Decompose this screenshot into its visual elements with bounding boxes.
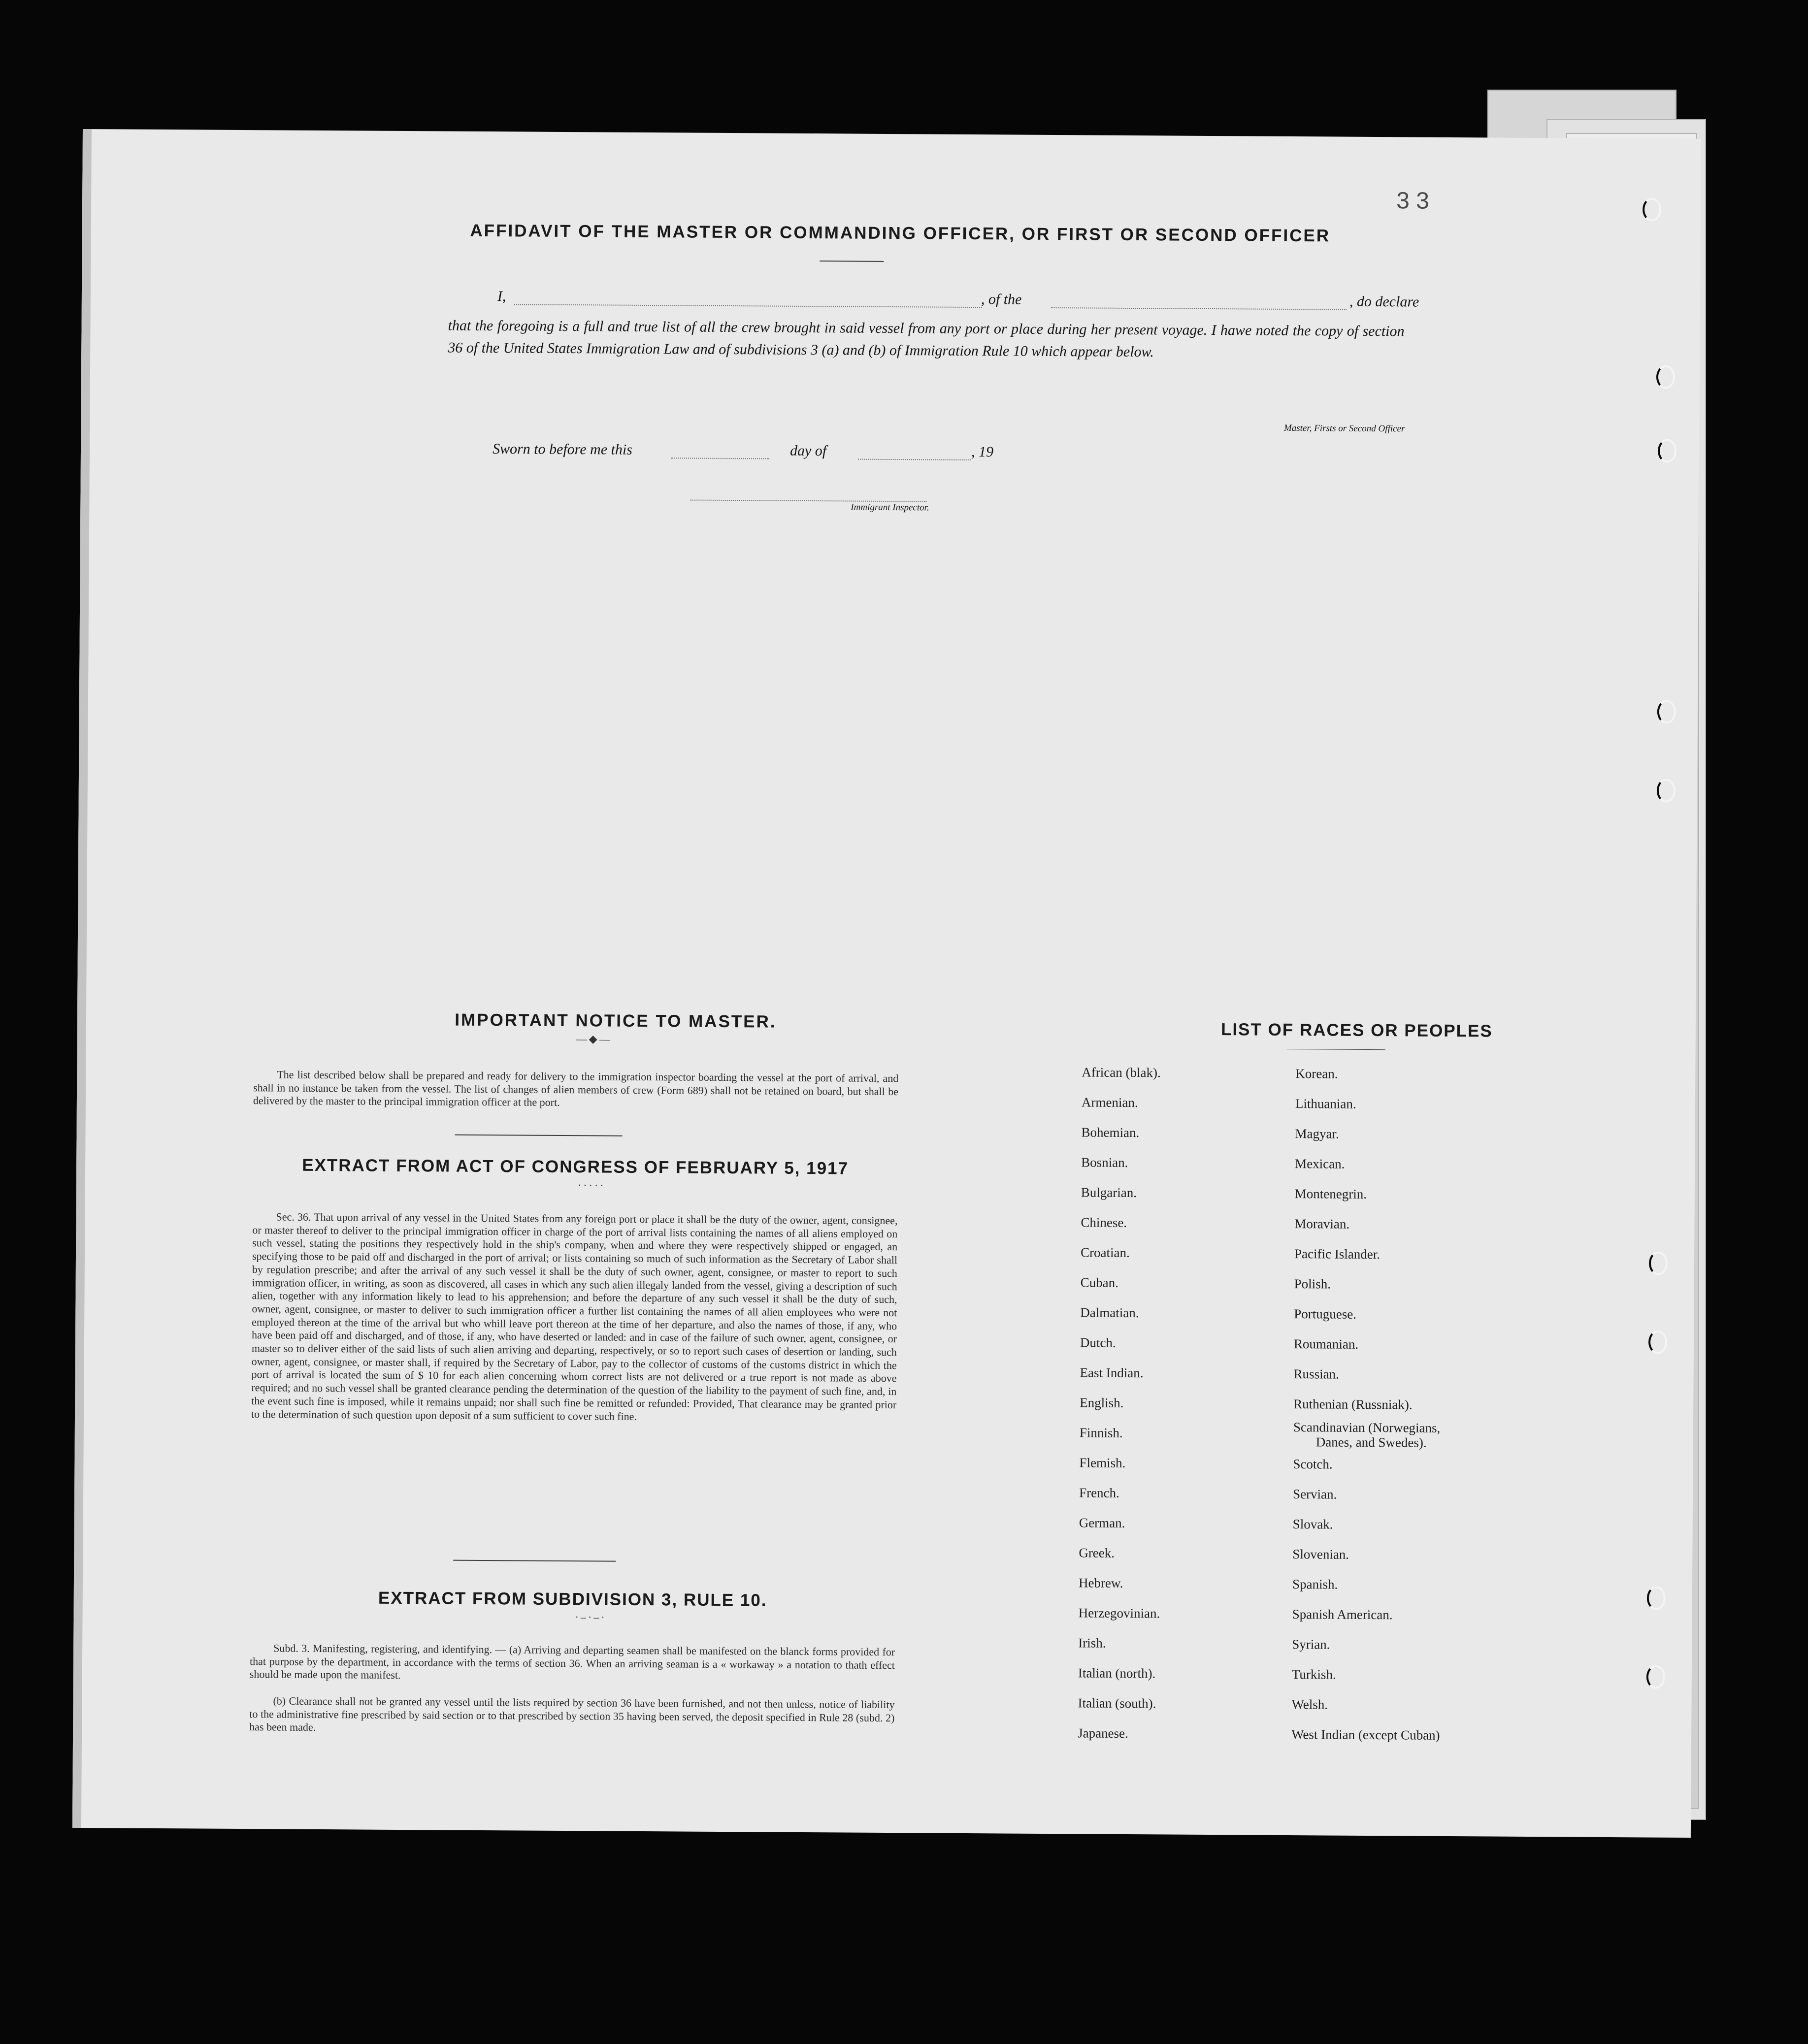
- punch-hole: [1657, 700, 1676, 724]
- race-item: Greek.: [1079, 1545, 1115, 1560]
- race-item: Herzegovinian.: [1078, 1605, 1160, 1621]
- race-item: Italian (north).: [1078, 1665, 1156, 1681]
- race-item: Turkish.: [1291, 1667, 1336, 1682]
- race-item: Polish.: [1294, 1276, 1331, 1292]
- manifest-page: [72, 129, 1701, 1838]
- race-item: French.: [1079, 1485, 1119, 1500]
- extract-act-title: EXTRACT FROM ACT OF CONGRESS OF FEBRUARY 5, 1917: [302, 1155, 849, 1178]
- punch-hole: [1658, 439, 1677, 463]
- divider: [1287, 1049, 1385, 1050]
- punch-hole: [1647, 1586, 1666, 1610]
- vessel-blank[interactable]: [1051, 307, 1347, 310]
- race-item: Welsh.: [1291, 1697, 1328, 1712]
- race-item: Bohemian.: [1081, 1125, 1140, 1140]
- race-item: Lithuanian.: [1295, 1096, 1356, 1111]
- race-item: African (blak).: [1082, 1065, 1161, 1080]
- race-item: English.: [1080, 1395, 1124, 1410]
- sworn-day-of: day of: [789, 442, 827, 459]
- race-item: Syrian.: [1292, 1637, 1330, 1652]
- race-item: Russian.: [1293, 1366, 1339, 1382]
- name-blank[interactable]: [514, 304, 982, 308]
- notice-title: IMPORTANT NOTICE TO MASTER.: [455, 1010, 777, 1032]
- race-item: Croatian.: [1081, 1245, 1130, 1261]
- ornament: ·····: [577, 1179, 606, 1192]
- affidavit-of-the: , of the: [981, 291, 1022, 308]
- races-title: LIST OF RACES OR PEOPLES: [1220, 1020, 1493, 1041]
- race-item: Armenian.: [1081, 1095, 1138, 1110]
- race-item: Dalmatian.: [1080, 1305, 1139, 1321]
- race-item: Montenegrin.: [1294, 1186, 1367, 1201]
- race-item: Italian (south).: [1078, 1695, 1156, 1711]
- divider: [820, 260, 884, 262]
- punch-hole: [1656, 365, 1675, 389]
- race-item: Finnish.: [1079, 1425, 1123, 1440]
- race-item: Magyar.: [1295, 1126, 1339, 1141]
- punch-hole: [1648, 1330, 1667, 1354]
- race-item: Portuguese.: [1294, 1306, 1357, 1322]
- race-item: Hebrew.: [1078, 1575, 1123, 1590]
- punch-hole: [1643, 197, 1661, 221]
- affidavit-body: that the foregoing is a full and true list of all the crew brought in said vessel from any port or place during her present voyage. I hawe noted the copy of section 36 of the United States Immigration Law and of subdivisions 3 (a) and (b) of Immigration Rule 10 which appear below.: [448, 317, 1405, 360]
- race-item: Moravian.: [1294, 1216, 1350, 1232]
- extract-rule-para-b: (b) Clearance shall not be granted any vessel until the lists required by section 36 have been furnished, and not then unless, notice of liability to the administrative fine prescribed by said section or to that prescribed by section 35 having been served, the deposit specified in Rule 28 (subd. 2) has been made.: [249, 1694, 895, 1734]
- extract-rule-title: EXTRACT FROM SUBDIVISION 3, RULE 10.: [378, 1588, 767, 1610]
- race-item: German.: [1079, 1515, 1125, 1530]
- race-item: West Indian (except Cuban): [1291, 1727, 1440, 1743]
- race-item: Scotch.: [1293, 1457, 1333, 1472]
- race-item: Roumanian.: [1293, 1336, 1359, 1352]
- day-blank[interactable]: [671, 457, 769, 459]
- extract-act-body: Sec. 36. That upon arrival of any vessel in the United States from any foreign port or place it shall be the duty of the owner, agent, consignee, or master thereof to deliver to the principal immigration officer in charge of the port of arrival lists containing the names of all aliens employed on such vessel, stating the positions they respectively hold in the ship's company, when and where they were respectively shipped or engaged, an specifying those to be paid off and discharged in the port of arrival; or lists containing so much of such information as the Secretary of Labor shall by regulation prescribe; and after the arrival of any such vessel it shall be the duty of such owner, agent, consignee, or master to report to such immigration officer, in writing, as soon as discovered, all cases in which any such alien illegaly landed from the vessel, giving a description of such alien, together with any information likely to lead to his apprehension; and before the departure of any such vessel it shall be the duty of such, owner, agent, consignee, or master to deliver to such immigration officer a further list containing the names of all alien employees who were not employed thereon at the time of the arrival but who whill leave port thereon at the time of her departure, and also the names of those, if any, who have been paid off and discharged, and of those, if any, who have deserted or landed: and in case of the failure of such owner, agent, consignee, or master so to deliver either of the said lists of such alien arriving and departing, respectively, or so to report such cases of desertion or landing, such owner, agent, consignee, or master shall, if required by the Secretary of Labor, pay to the collector of customs of the customs district in which the port of arrival is located the sum of $ 10 for each alien concerning whom correct lists are not delivered or a true report is not made as above required; and no such vessel shall be granted clearance pending the determination of the question of the liability to the payment of such fine, and, in the event such fine is imposed, while it remains unpaid; nor shall such fine be remitted or refunded: Provided, That clearance may be granted prior to the determination of such question upon deposit of a sum sufficient to cover such fine.: [251, 1210, 898, 1423]
- punch-hole: [1649, 1251, 1668, 1275]
- sworn-year: , 19: [971, 444, 994, 460]
- divider: [455, 1135, 623, 1136]
- ornament: —◆—: [576, 1033, 612, 1045]
- ornament: ·–·–·: [575, 1611, 607, 1623]
- signature-caption: Master, Firsts or Second Officer: [1283, 422, 1405, 434]
- race-item: Irish.: [1078, 1635, 1106, 1651]
- race-item: Pacific Islander.: [1294, 1246, 1381, 1262]
- race-item: Bulgarian.: [1081, 1185, 1137, 1200]
- race-item: Servian.: [1293, 1487, 1337, 1502]
- race-item: Ruthenian (Russniak).: [1293, 1396, 1413, 1412]
- race-item: Danes, and Swedes).: [1315, 1434, 1427, 1450]
- divider: [453, 1560, 616, 1562]
- race-item: Mexican.: [1295, 1156, 1345, 1171]
- race-item: Scandinavian (Norwegians,: [1293, 1420, 1441, 1435]
- race-item: Bosnian.: [1081, 1155, 1128, 1170]
- race-item: Japanese.: [1078, 1725, 1128, 1741]
- race-item: Slovak.: [1292, 1517, 1333, 1532]
- race-item: Spanish American.: [1292, 1607, 1393, 1622]
- corner-number-marks: 3 3: [1396, 188, 1430, 214]
- notice-body: The list described below shall be prepared and ready for delivery to the immigration inspector boarding the vessel at the port of arrival, and shall in no instance be taken from the vessel. The list of changes of alien members of crew (Form 689) shall not be retained on board, but shall be delivered by the master to the principal immigration officer at the port.: [253, 1068, 899, 1109]
- race-item: Cuban.: [1080, 1275, 1119, 1290]
- sworn-prefix: Sworn to before me this: [492, 441, 633, 458]
- punch-hole: [1657, 779, 1676, 803]
- inspector-caption: Immigrant Inspector.: [851, 502, 929, 513]
- race-item: Korean.: [1295, 1066, 1338, 1081]
- race-item: Slovenian.: [1292, 1547, 1349, 1562]
- punch-hole: [1646, 1665, 1665, 1688]
- inspector-signature-line[interactable]: [690, 500, 926, 502]
- race-item: Chinese.: [1081, 1215, 1127, 1230]
- race-item: Spanish.: [1292, 1577, 1338, 1592]
- race-item: Dutch.: [1080, 1335, 1116, 1350]
- affidavit-declare: , do declare: [1349, 293, 1419, 310]
- affidavit-i: I,: [497, 288, 506, 305]
- race-item: East Indian.: [1080, 1365, 1144, 1381]
- extract-rule-para-a: Subd. 3. Manifesting, registering, and identifying. — (a) Arriving and departing seamen shall be manifested on the blanck forms provided for that purpose by the department, in accordance with the terms of section 36. When an arriving seaman is a « workaway » a notation to thath effect should be made upon the manifest.: [249, 1642, 895, 1682]
- race-item: Flemish.: [1079, 1455, 1126, 1470]
- month-blank[interactable]: [858, 459, 971, 460]
- affidavit-title: AFFIDAVIT OF THE MASTER OR COMMANDING OFFICER, OR FIRST OR SECOND OFFICER: [470, 221, 1331, 246]
